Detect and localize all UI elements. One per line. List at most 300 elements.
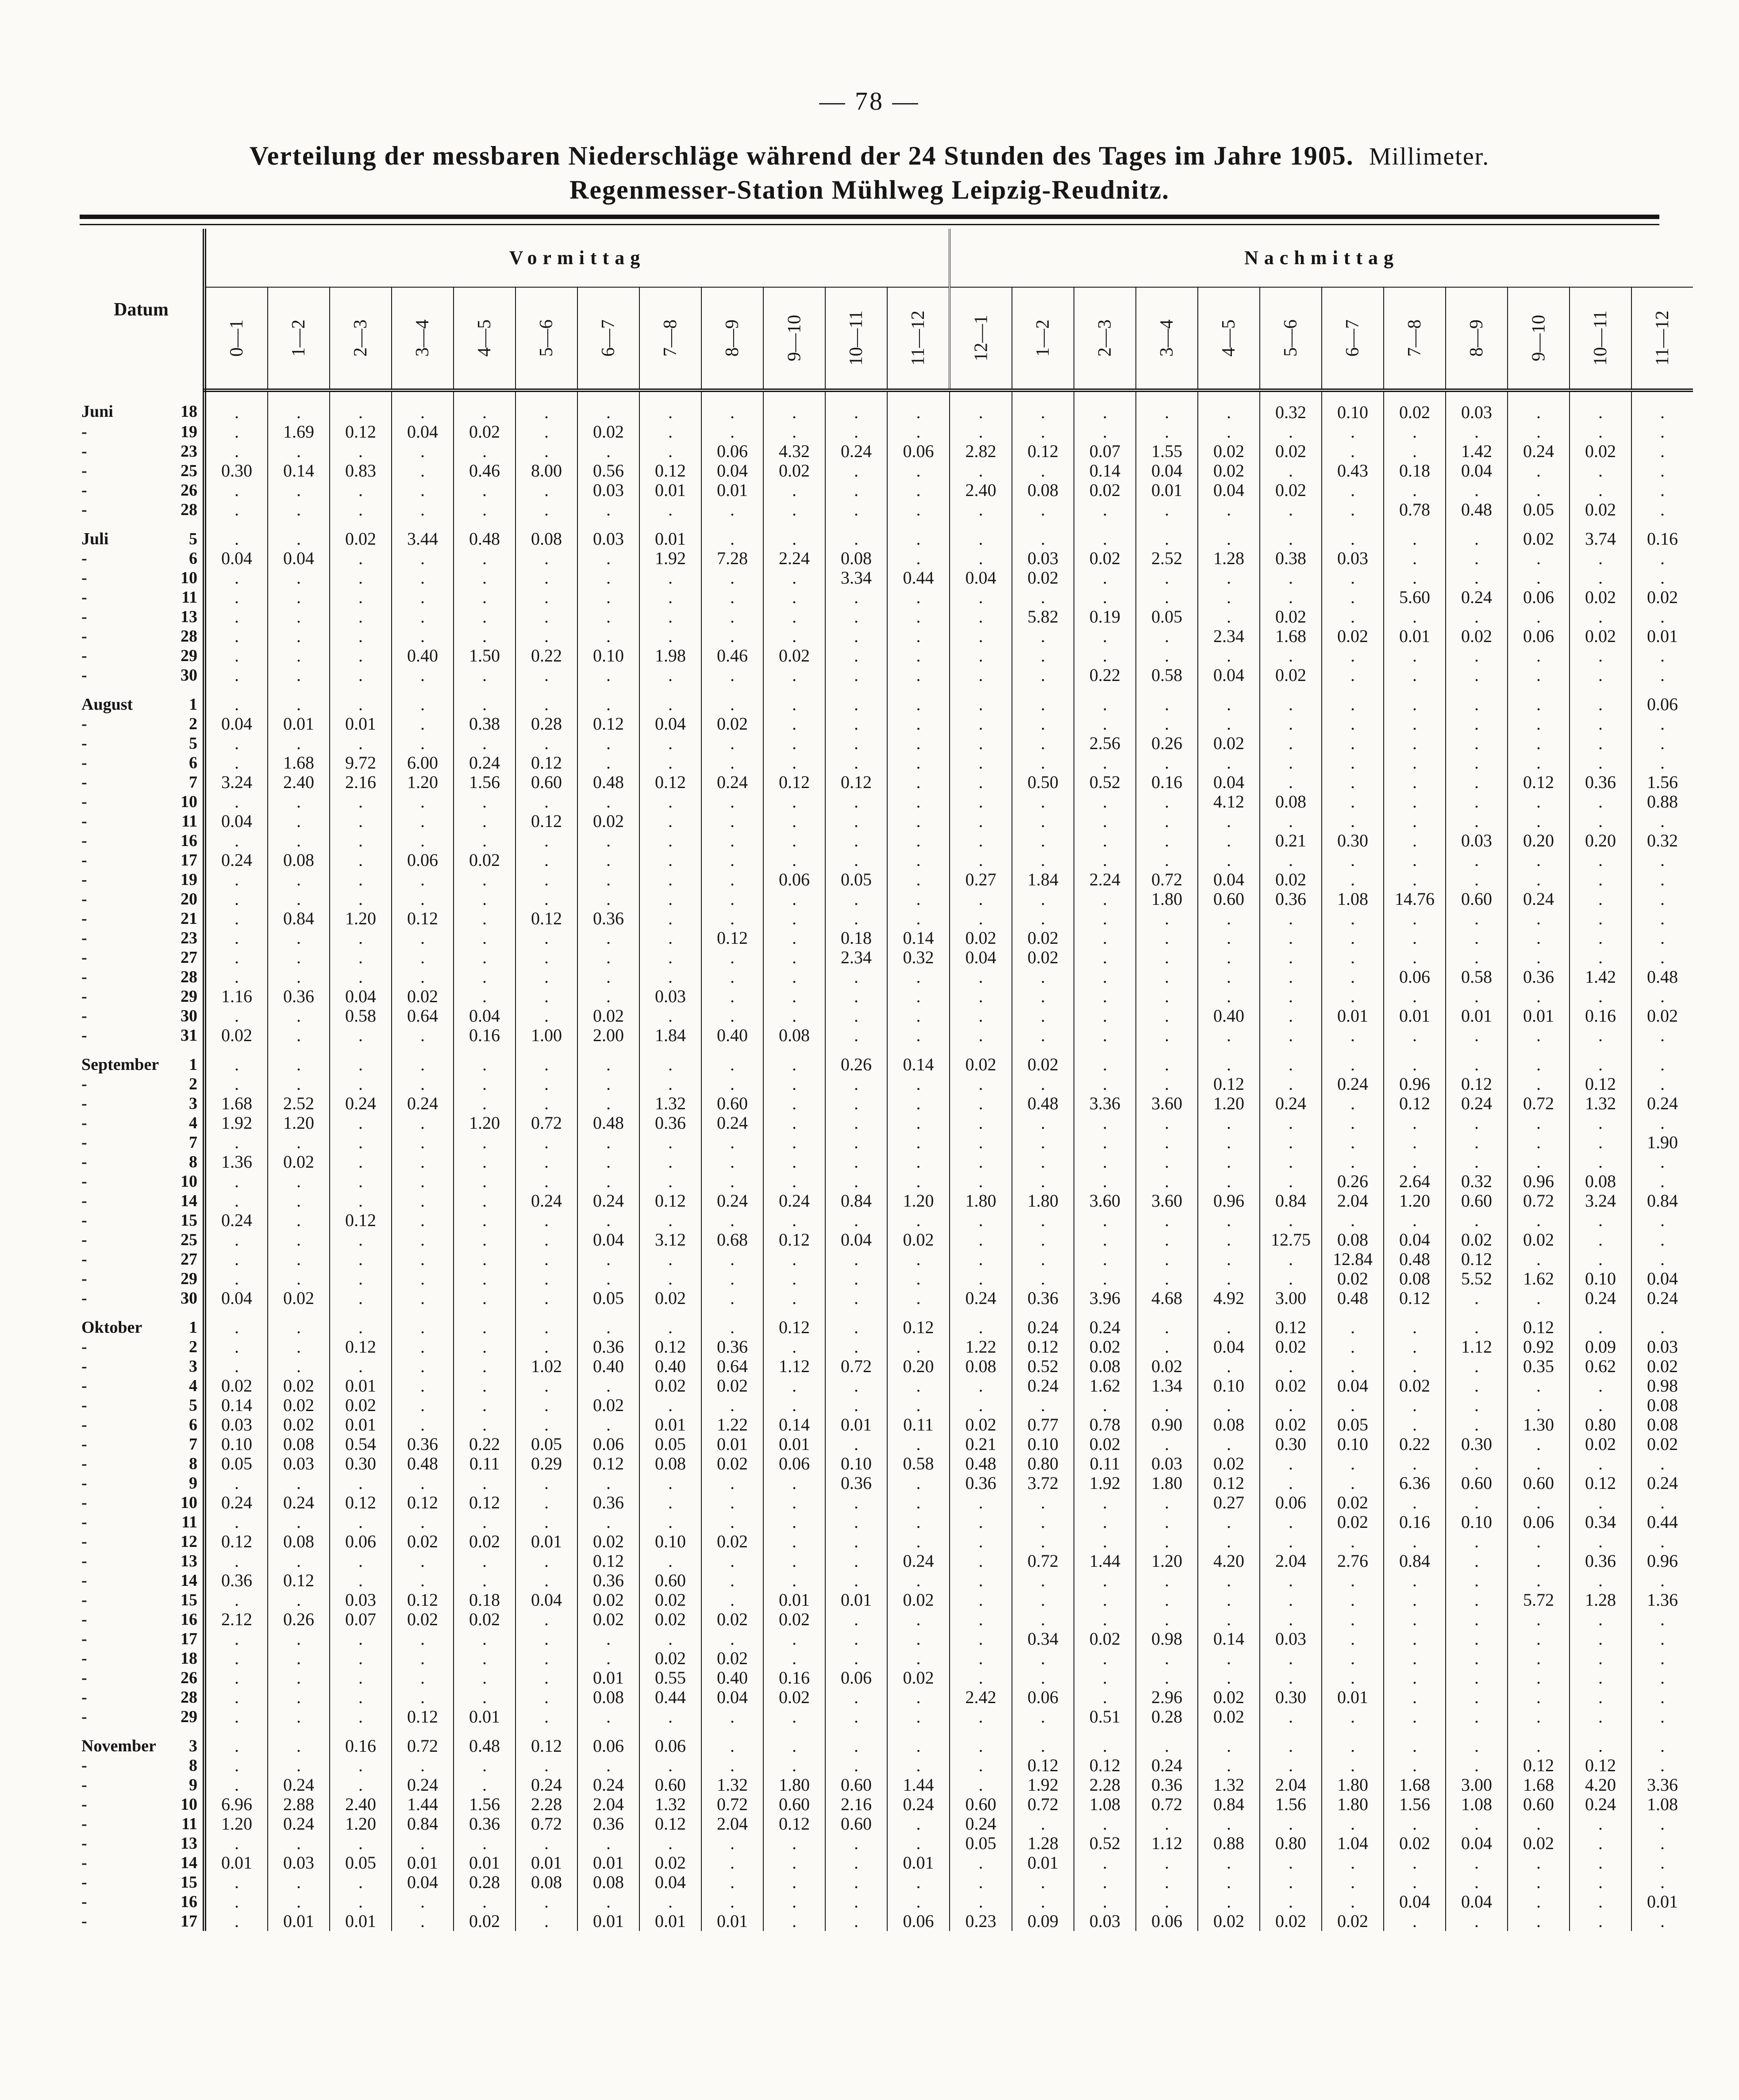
value-cell: . [763, 1571, 825, 1590]
gap-cell [1631, 1727, 1693, 1736]
value-cell: 0.02 [1446, 627, 1508, 646]
page-title [0, 141, 1739, 171]
ditto-mark: - [81, 442, 87, 461]
day-number: 23 [181, 442, 197, 461]
value-cell: . [454, 1629, 516, 1649]
value-cell: . [639, 1551, 701, 1571]
value-cell: . [1508, 1912, 1570, 1931]
value-cell: 1.34 [1136, 1376, 1198, 1396]
day-number: 14 [181, 1571, 197, 1590]
ditto-mark: - [81, 715, 87, 733]
value-cell: . [577, 1133, 639, 1152]
value-cell: . [950, 987, 1012, 1006]
hour-header-pm-3 [1074, 287, 1136, 390]
value-cell: 0.14 [204, 1396, 268, 1415]
value-cell: . [1260, 1113, 1322, 1133]
value-cell: . [825, 461, 887, 481]
value-cell: 0.24 [887, 1551, 950, 1571]
value-cell: . [516, 1006, 577, 1026]
value-cell: . [639, 1834, 701, 1853]
value-cell: . [1384, 1133, 1446, 1152]
value-cell: 0.01 [639, 1912, 701, 1931]
value-cell: . [1446, 1668, 1508, 1688]
gap-cell [950, 1727, 1012, 1736]
value-cell: . [1631, 850, 1693, 870]
date-cell [80, 1688, 204, 1707]
value-cell: . [701, 1853, 763, 1873]
value-cell: 0.01 [1322, 1006, 1384, 1026]
hour-header-am-8 [639, 287, 701, 390]
value-cell: 0.24 [1074, 1318, 1136, 1337]
day-number: 18 [181, 402, 197, 421]
value-cell: . [1260, 461, 1322, 481]
value-cell: . [887, 1211, 950, 1230]
date-cell [80, 1415, 204, 1435]
value-cell: . [204, 1250, 268, 1269]
value-cell: . [763, 812, 825, 831]
ditto-mark: - [81, 987, 87, 1006]
value-cell: . [950, 714, 1012, 734]
ditto-mark: - [81, 929, 87, 947]
value-cell: . [268, 889, 330, 909]
value-cell: 0.60 [825, 1775, 887, 1795]
day-number: 28 [181, 627, 197, 646]
date-cell [80, 1707, 204, 1727]
date-cell [80, 588, 204, 607]
day-number: 8 [189, 1454, 197, 1473]
day-number: 7 [189, 1133, 197, 1152]
value-cell: . [1322, 665, 1384, 685]
value-cell: . [825, 646, 887, 665]
value-cell: . [1012, 1172, 1074, 1191]
value-cell: . [1446, 695, 1508, 714]
value-cell: . [516, 1055, 577, 1074]
table-row [80, 422, 1693, 442]
value-cell: . [330, 1873, 392, 1892]
date-cell [80, 1133, 204, 1152]
value-cell: . [577, 889, 639, 909]
value-cell: 0.03 [204, 1415, 268, 1435]
value-cell: 0.21 [950, 1435, 1012, 1454]
hour-label: 11—12 [1652, 310, 1673, 366]
value-cell: . [1446, 1415, 1508, 1435]
value-cell: . [639, 568, 701, 588]
value-cell: . [825, 792, 887, 812]
value-cell: . [1198, 1532, 1260, 1551]
value-cell: 0.36 [577, 909, 639, 928]
value-cell: 0.10 [577, 646, 639, 665]
value-cell: . [330, 967, 392, 987]
day-number: 11 [181, 812, 197, 831]
day-number: 18 [181, 1649, 197, 1668]
value-cell: . [1136, 529, 1198, 549]
value-cell: 0.08 [1384, 1269, 1446, 1288]
value-cell: . [639, 1133, 701, 1152]
day-number: 1 [189, 1055, 197, 1074]
value-cell: . [392, 1026, 454, 1045]
table-row [80, 665, 1693, 685]
value-cell: . [950, 1152, 1012, 1172]
value-cell: . [1198, 1318, 1260, 1337]
value-cell: . [950, 753, 1012, 773]
value-cell: 0.02 [1322, 1512, 1384, 1532]
value-cell: . [1384, 442, 1446, 461]
value-cell: . [330, 1551, 392, 1571]
value-cell: . [825, 1512, 887, 1532]
value-cell: . [825, 588, 887, 607]
value-cell: 0.02 [454, 422, 516, 442]
value-cell: . [763, 889, 825, 909]
gap-cell [1446, 685, 1508, 695]
value-cell: 0.16 [763, 1668, 825, 1688]
ditto-mark: - [81, 1231, 87, 1249]
value-cell: 0.02 [1198, 734, 1260, 753]
value-cell: 0.02 [1570, 1435, 1631, 1454]
table-row [80, 1230, 1693, 1250]
value-cell: . [268, 1834, 330, 1853]
value-cell: . [1136, 695, 1198, 714]
gap-cell [392, 1308, 454, 1318]
date-cell [80, 695, 204, 714]
ditto-mark: - [81, 1211, 87, 1230]
value-cell: . [1446, 850, 1508, 870]
value-cell: 0.04 [1198, 481, 1260, 500]
value-cell: . [950, 1133, 1012, 1152]
day-number: 3 [189, 1094, 197, 1113]
value-cell: . [763, 481, 825, 500]
value-cell: 2.52 [1136, 549, 1198, 568]
value-cell: . [330, 695, 392, 714]
value-cell: . [763, 1853, 825, 1873]
value-cell: . [330, 1512, 392, 1532]
value-cell: . [268, 1006, 330, 1026]
value-cell: 1.44 [887, 1775, 950, 1795]
value-cell: . [1260, 1026, 1322, 1045]
value-cell: . [1322, 1055, 1384, 1074]
value-cell: . [1012, 1707, 1074, 1727]
value-cell: 0.72 [1508, 1094, 1570, 1113]
value-cell: 0.58 [1446, 967, 1508, 987]
value-cell: . [1074, 1688, 1136, 1707]
value-cell: 0.18 [454, 1590, 516, 1610]
value-cell: . [701, 500, 763, 519]
value-cell: . [950, 792, 1012, 812]
value-cell: 0.12 [392, 1590, 454, 1610]
value-cell: . [1631, 1152, 1693, 1172]
value-cell: . [1074, 792, 1136, 812]
value-cell: 0.02 [950, 1055, 1012, 1074]
value-cell: . [701, 1551, 763, 1571]
datum-header: Datum [114, 299, 169, 320]
value-cell: . [268, 390, 330, 422]
value-cell: . [1508, 1133, 1570, 1152]
value-cell: . [1260, 695, 1322, 714]
value-cell: . [204, 568, 268, 588]
value-cell: . [454, 390, 516, 422]
value-cell: . [1446, 1026, 1508, 1045]
value-cell: 0.06 [1508, 627, 1570, 646]
value-cell: . [392, 812, 454, 831]
value-cell: . [1074, 812, 1136, 831]
value-cell: . [1570, 1250, 1631, 1269]
value-cell: . [1570, 1668, 1631, 1688]
value-cell: . [1012, 500, 1074, 519]
value-cell: . [701, 1834, 763, 1853]
value-cell: . [516, 1152, 577, 1172]
value-cell: . [1012, 1892, 1074, 1912]
value-cell: . [887, 812, 950, 831]
table-row [80, 714, 1693, 734]
gap-cell [1074, 1308, 1136, 1318]
value-cell: 0.01 [763, 1435, 825, 1454]
value-cell: . [763, 568, 825, 588]
value-cell: . [1074, 1113, 1136, 1133]
value-cell: 0.24 [392, 1094, 454, 1113]
day-number: 10 [181, 1172, 197, 1191]
value-cell: 1.68 [1508, 1775, 1570, 1795]
value-cell: . [825, 909, 887, 928]
value-cell: . [516, 627, 577, 646]
value-cell: . [1508, 1610, 1570, 1629]
value-cell: 0.24 [516, 1191, 577, 1211]
value-cell: . [516, 1649, 577, 1668]
value-cell: 0.32 [1631, 831, 1693, 850]
value-cell: . [1446, 1551, 1508, 1571]
value-cell: . [1136, 1133, 1198, 1152]
value-cell: . [1012, 665, 1074, 685]
value-cell: . [1012, 627, 1074, 646]
value-cell: . [1012, 812, 1074, 831]
value-cell: . [204, 734, 268, 753]
value-cell: . [516, 607, 577, 627]
value-cell: 0.02 [639, 1590, 701, 1610]
date-cell [80, 1668, 204, 1688]
value-cell: 0.08 [1260, 792, 1322, 812]
value-cell: 0.58 [330, 1006, 392, 1026]
value-cell: . [825, 1736, 887, 1756]
value-cell: . [1631, 1873, 1693, 1892]
gap-cell [1012, 1045, 1074, 1055]
table-row [80, 1649, 1693, 1668]
table-row [80, 1668, 1693, 1688]
table-row [80, 812, 1693, 831]
value-cell: . [1384, 1912, 1446, 1931]
value-cell: . [887, 1113, 950, 1133]
value-cell: . [701, 1512, 763, 1532]
value-cell: . [887, 1834, 950, 1853]
value-cell: . [1384, 1357, 1446, 1376]
value-cell: . [577, 1629, 639, 1649]
value-cell: . [1074, 987, 1136, 1006]
value-cell: . [1384, 714, 1446, 734]
value-cell: 0.01 [392, 1853, 454, 1873]
value-cell: 0.02 [763, 646, 825, 665]
value-cell: . [763, 665, 825, 685]
value-cell: . [454, 1288, 516, 1308]
day-number: 3 [189, 1737, 197, 1755]
value-cell: . [950, 850, 1012, 870]
gap-cell [1508, 1045, 1570, 1055]
value-cell: . [1570, 1892, 1631, 1912]
hour-label: 6—7 [598, 319, 619, 357]
value-cell: . [392, 390, 454, 422]
gap-cell [1446, 1308, 1508, 1318]
value-cell: . [330, 1775, 392, 1795]
value-cell: . [1136, 1055, 1198, 1074]
ditto-mark: - [81, 1688, 87, 1707]
value-cell: 0.72 [1136, 1795, 1198, 1814]
page-number: — 78 — [819, 87, 920, 115]
value-cell: 0.03 [639, 987, 701, 1006]
value-cell: . [639, 1756, 701, 1775]
value-cell: 0.38 [1260, 549, 1322, 568]
value-cell: . [1322, 1629, 1384, 1649]
value-cell: . [701, 1873, 763, 1892]
value-cell: 0.04 [701, 461, 763, 481]
value-cell: 0.01 [1322, 1688, 1384, 1707]
value-cell: . [1260, 773, 1322, 792]
value-cell: . [392, 1396, 454, 1415]
ditto-mark: - [81, 549, 87, 568]
value-cell: . [1446, 753, 1508, 773]
value-cell: . [1074, 500, 1136, 519]
value-cell: . [1260, 1454, 1322, 1473]
value-cell: . [392, 1357, 454, 1376]
ditto-mark: - [81, 481, 87, 500]
value-cell: 0.24 [701, 1113, 763, 1133]
value-cell: . [1012, 1668, 1074, 1688]
value-cell: . [1631, 1736, 1693, 1756]
value-cell: 2.16 [825, 1795, 887, 1814]
table-row [80, 1688, 1693, 1707]
value-cell: 0.05 [639, 1435, 701, 1454]
value-cell: . [1322, 442, 1384, 461]
value-cell: 0.12 [1198, 1473, 1260, 1493]
value-cell: 3.34 [825, 568, 887, 588]
value-cell: 0.02 [701, 1532, 763, 1551]
date-cell [80, 1610, 204, 1629]
value-cell: 0.36 [577, 1571, 639, 1590]
hour-label: 2—3 [1095, 319, 1115, 357]
value-cell: . [1074, 588, 1136, 607]
value-cell: 0.12 [763, 1230, 825, 1250]
value-cell: 0.04 [639, 1873, 701, 1892]
value-cell: . [887, 1269, 950, 1288]
value-cell: . [1570, 1493, 1631, 1512]
date-cell [80, 1288, 204, 1308]
value-cell: 0.30 [1260, 1435, 1322, 1454]
value-cell: 0.02 [577, 1006, 639, 1026]
value-cell: . [887, 549, 950, 568]
value-cell: . [1074, 1814, 1136, 1834]
date-cell [80, 967, 204, 987]
value-cell: . [1446, 948, 1508, 967]
value-cell: 0.36 [701, 1337, 763, 1357]
value-cell: 0.12 [1384, 1094, 1446, 1113]
value-cell: . [763, 1337, 825, 1357]
ditto-mark: - [81, 1708, 87, 1726]
date-cell [80, 1853, 204, 1873]
value-cell: 0.16 [330, 1736, 392, 1756]
value-cell: 0.07 [330, 1610, 392, 1629]
value-cell: . [763, 734, 825, 753]
value-cell: . [1508, 948, 1570, 967]
value-cell: . [1198, 1668, 1260, 1688]
value-cell: . [577, 1707, 639, 1727]
value-cell: . [1384, 1707, 1446, 1727]
value-cell: . [763, 1250, 825, 1269]
value-cell: . [1322, 1357, 1384, 1376]
value-cell: . [1570, 646, 1631, 665]
date-cell [80, 646, 204, 665]
value-cell: . [1012, 714, 1074, 734]
value-cell: . [392, 588, 454, 607]
value-cell: 0.08 [1074, 1357, 1136, 1376]
value-cell: 0.10 [825, 1454, 887, 1473]
value-cell: . [763, 1736, 825, 1756]
value-cell: . [701, 1152, 763, 1172]
value-cell: . [330, 549, 392, 568]
table-row [80, 1435, 1693, 1454]
hour-label: 1—2 [289, 319, 309, 357]
value-cell: 0.26 [825, 1055, 887, 1074]
value-cell: . [392, 1376, 454, 1396]
table-row [80, 442, 1693, 461]
value-cell: 0.22 [1074, 665, 1136, 685]
day-number: 7 [189, 773, 197, 792]
value-cell: . [825, 831, 887, 850]
value-cell: . [204, 1337, 268, 1357]
value-cell: 0.12 [1012, 1756, 1074, 1775]
value-cell: . [950, 646, 1012, 665]
gap-cell [639, 519, 701, 529]
value-cell: . [763, 1892, 825, 1912]
gap-cell [950, 1045, 1012, 1055]
value-cell: . [1570, 928, 1631, 948]
value-cell: . [1198, 588, 1260, 607]
value-cell: . [1198, 753, 1260, 773]
value-cell: . [887, 1814, 950, 1834]
value-cell: . [204, 889, 268, 909]
value-cell: . [392, 1668, 454, 1688]
value-cell: . [1198, 1152, 1260, 1172]
value-cell: . [330, 481, 392, 500]
value-cell: . [825, 1250, 887, 1269]
value-cell: . [701, 588, 763, 607]
value-cell: 0.27 [1198, 1493, 1260, 1512]
value-cell: . [763, 607, 825, 627]
value-cell: 0.02 [1570, 588, 1631, 607]
value-cell: . [1260, 422, 1322, 442]
gap-cell [1260, 1308, 1322, 1318]
date-cell [80, 909, 204, 928]
value-cell: . [1570, 1532, 1631, 1551]
value-cell: . [204, 1055, 268, 1074]
value-cell: . [887, 967, 950, 987]
value-cell: 2.04 [1260, 1551, 1322, 1571]
date-cell [80, 792, 204, 812]
value-cell: . [454, 1571, 516, 1590]
value-cell: . [1260, 909, 1322, 928]
value-cell: . [1012, 889, 1074, 909]
value-cell: . [268, 1873, 330, 1892]
value-cell: . [639, 588, 701, 607]
value-cell: . [1384, 792, 1446, 812]
value-cell: . [825, 889, 887, 909]
table-row [80, 1376, 1693, 1396]
value-cell: . [454, 1318, 516, 1337]
value-cell: 0.02 [1260, 442, 1322, 461]
